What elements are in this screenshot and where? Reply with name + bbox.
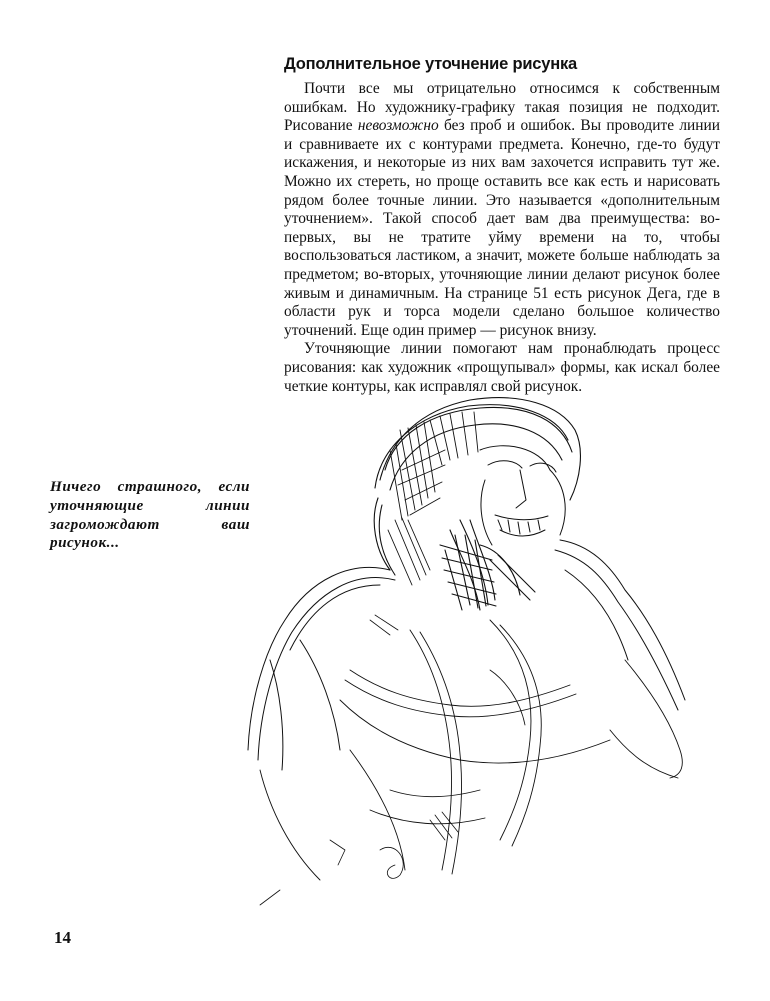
emphasis-word: невозможно [357,117,439,135]
hand-hatching [440,520,535,610]
page-number: 14 [54,928,71,947]
body-text [284,80,720,396]
paragraph-1-end: без проб и ошибок. Вы проводите линии и сравниваете их с контурами предмета. Конечно, где-то будут искажения, и некоторые из них вам захочется исправить тут же. Можно их стереть, но проще оставить все как есть и нарисовать рядом более точные линии. Это называется «дополнительным уточнением». Такой способ дает вам два преимущества: во-первых, вы не тратите уйму времени на то, чтобы воспользоваться ластиком, а значит, можете больше наблюдать за предметом; во-вторых, уточняющие линии делают рисунок более живым и динамичным. На странице 51 есть рисунок Дега, где в области рук и торса модели сделано большое количество уточнений. Еще один пример — рисунок внизу. [284,117,720,339]
arm-contours [260,620,682,880]
paragraph-2: Уточняющие линии помогают нам пронаблюдать процесс рисования: как художник «прощупывал» формы, как искал более четкие контуры, как исправлял свой рисунок. [284,340,720,395]
sketch-caption: Ничего страшного, если уточняющие линии загромождают ваш рисунок... [50,478,250,552]
loose-scribbles [260,615,525,905]
torso-contours [248,540,685,770]
portrait-sketch-illustration [230,370,710,930]
head-outline [374,398,580,575]
paragraph-1-start: Почти все мы отрицательно относимся к собственным ошибкам. Но художнику-графику такая позиция не подходит. Рисование [284,80,720,135]
face-features [480,446,565,545]
section-heading: Дополнительное уточнение рисунка [284,55,578,73]
paragraph-1 [284,80,720,340]
